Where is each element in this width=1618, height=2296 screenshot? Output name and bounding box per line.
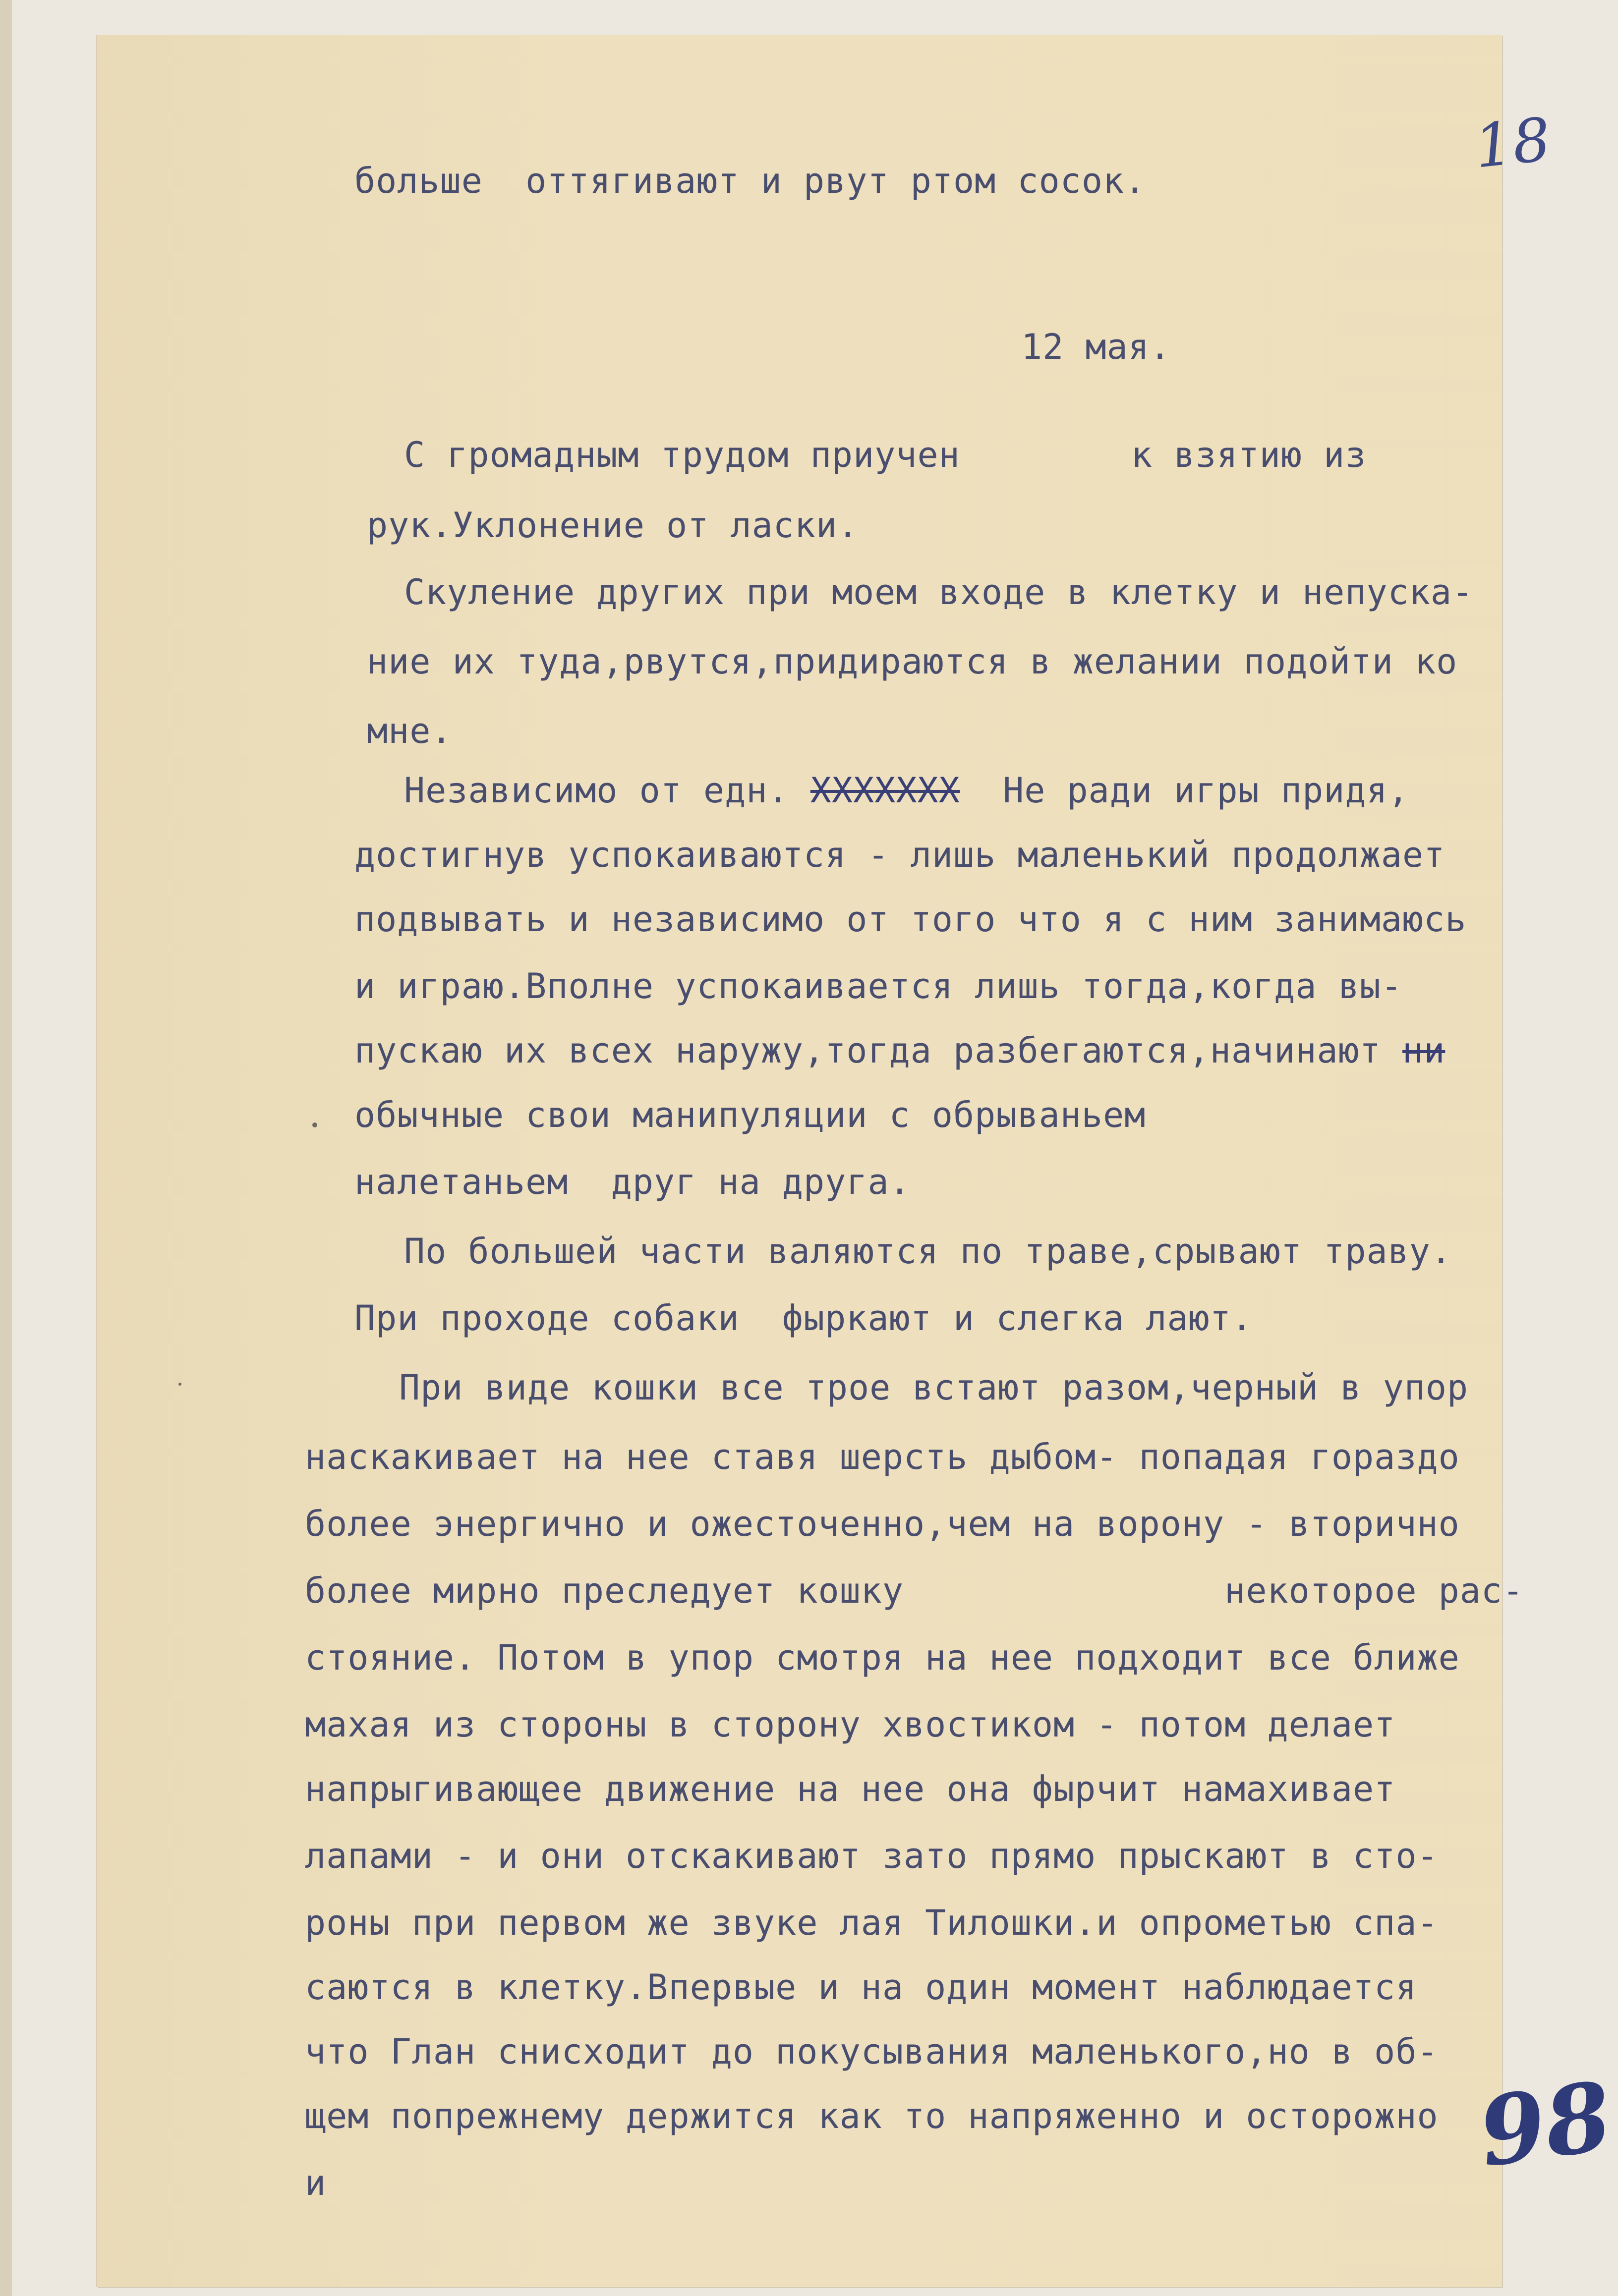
text-line: При виде кошки все трое встают разом,черный в упор bbox=[399, 1367, 1469, 1408]
text-segment: Независимо от едн. bbox=[404, 770, 789, 811]
text-line: ние их туда,рвутся,придираются в желании подойти ко bbox=[367, 641, 1458, 682]
text-line: достигнув успокаиваются - лишь маленький продолжает bbox=[354, 835, 1445, 875]
text-line: подвывать и независимо от того что я с ним занимаюсь bbox=[354, 899, 1467, 940]
text-line: махая из стороны в сторону хвостиком - потом делает bbox=[305, 1704, 1396, 1745]
paper-speck bbox=[312, 1122, 317, 1127]
typewritten-sheet bbox=[97, 35, 1618, 2287]
text-line: более мирно преследует кошку некоторое рас- bbox=[305, 1570, 1524, 1611]
page-number: 18 bbox=[1471, 105, 1554, 182]
paper-speck bbox=[178, 1383, 181, 1386]
text-line: щем попрежнему держится как то напряженно и осторожно bbox=[305, 2096, 1439, 2136]
text-line: и играю.Вполне успокаивается лишь тогда,когда вы- bbox=[354, 966, 1403, 1007]
archive-folio-number: 98 bbox=[1472, 2060, 1618, 2188]
text-line: стояние. Потом в упор смотря на нее подходит все ближе bbox=[305, 1637, 1460, 1678]
text-line: саются в клетку.Впервые и на один момент наблюдается bbox=[305, 1967, 1417, 2008]
struck-out-text: XXXXXXX bbox=[810, 770, 960, 811]
text-line: Скуление других при моем входе в клетку и непуска- bbox=[404, 572, 1474, 613]
text-line: обычные свои манипуляции с обрываньем bbox=[354, 1095, 1146, 1135]
text-line: налетаньем друг на друга. bbox=[354, 1162, 911, 1202]
text-line bbox=[354, 1031, 1445, 1070]
text-line: По большей части валяются по траве,срывают траву. bbox=[404, 1231, 1452, 1272]
date-heading: 12 мая. bbox=[1021, 327, 1171, 367]
text-line bbox=[404, 771, 1409, 810]
text-segment: пускаю их всех наружу,тогда разбегаются,начинают bbox=[354, 1030, 1381, 1071]
text-line: наскакивает на нее ставя шерсть дыбом- попадая гораздо bbox=[305, 1437, 1460, 1477]
text-line: лапами - и они отскакивают зато прямо прыскают в сто- bbox=[305, 1836, 1439, 1876]
text-line: более энергично и ожесточенно,чем на ворону - вторично bbox=[305, 1504, 1460, 1544]
text-line: С громадным трудом приучен к взятию из bbox=[404, 435, 1367, 475]
adjacent-page-edge bbox=[0, 0, 12, 2296]
text-line: напрыгивающее движение на нее она фырчит намахивает bbox=[305, 1769, 1396, 1809]
text-line: При проходе собаки фыркают и слегка лают. bbox=[354, 1298, 1253, 1339]
text-line: что Глан снисходит до покусывания маленького,но в об- bbox=[305, 2031, 1439, 2072]
text-line: больше оттягивают и рвут ртом сосок. bbox=[354, 161, 1146, 201]
struck-out-text: ни bbox=[1402, 1030, 1445, 1071]
text-line: рук.Уклонение от ласки. bbox=[367, 505, 859, 546]
text-line: роны при первом же звуке лая Тилошки.и опрометью спа- bbox=[305, 1903, 1439, 1943]
text-line: мне. bbox=[367, 711, 453, 751]
text-segment: Не ради игры придя, bbox=[1003, 770, 1409, 811]
text-line: и bbox=[305, 2163, 327, 2203]
